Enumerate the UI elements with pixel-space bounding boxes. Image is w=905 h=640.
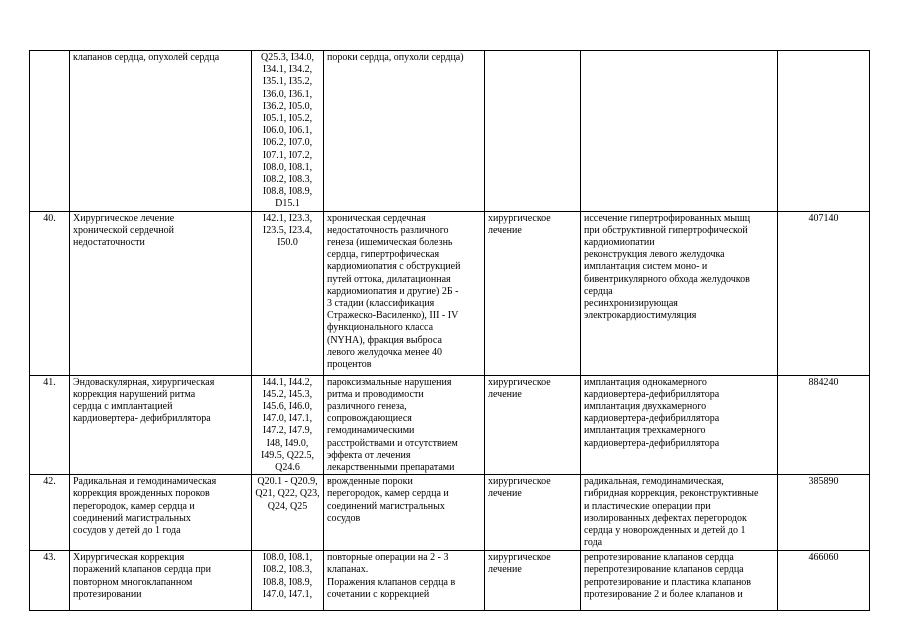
- cost-norm-cell: [778, 551, 870, 611]
- cell-line: хроническая сердечная: [327, 212, 426, 224]
- cell-line: 3 стадии (классификация: [327, 298, 435, 310]
- cell-line: лекарственными препаратами: [327, 462, 455, 474]
- icd-codes-cell: [252, 551, 324, 611]
- cell-line: имплантация систем моно- и: [584, 261, 708, 273]
- cell-line: электрокардиостимуляция: [584, 310, 697, 322]
- cell-line: протезировании: [73, 588, 142, 600]
- care-type-cell: [70, 211, 252, 375]
- cell-line: при обструктивной гипертрофической: [584, 224, 748, 236]
- patient-model-cell: [324, 375, 485, 475]
- cell-line: бивентрикулярного обхода желудочков: [584, 273, 750, 285]
- cell-line: Поражения клапанов сердца в: [327, 576, 456, 588]
- treatment-type-cell: [485, 375, 581, 475]
- cell-line: процентов: [327, 359, 372, 371]
- cell-line: I47.2, I47.9,: [262, 425, 313, 437]
- care-type-cell: [70, 551, 252, 611]
- cell-line: I08.0, I08.1,: [262, 161, 313, 173]
- patient-model-cell: [324, 475, 485, 551]
- cell-line: лечение: [488, 224, 522, 236]
- cell-line: I44.1, I44.2,: [262, 376, 313, 388]
- cell-line: I45.2, I45.3,: [262, 388, 313, 400]
- treatment-type-cell: [485, 551, 581, 611]
- cell-line: Q24.6: [275, 462, 300, 474]
- cell-line: пароксизмальные нарушения: [327, 376, 452, 388]
- row-number-cell: [30, 211, 70, 375]
- cell-line: I06.0, I06.1,: [262, 125, 313, 137]
- cell-line: различного генеза,: [327, 401, 407, 413]
- cell-line: кардиовертера- дефибриллятора: [73, 413, 211, 425]
- cell-line: I08.8, I08.9,: [262, 576, 313, 588]
- cell-line: протезирование 2 и более клапанов и: [584, 588, 743, 600]
- cell-line: I35.1, I35.2,: [262, 76, 313, 88]
- treatment-table: [29, 50, 870, 611]
- treatment-method-cell: [581, 475, 778, 551]
- cell-line: хирургическое: [488, 476, 551, 488]
- cell-line: репротезирование клапанов сердца: [584, 552, 734, 564]
- treatment-type-cell: [485, 475, 581, 551]
- cell-line: гемодинамическими: [327, 425, 415, 437]
- cell-line: реконструкция левого желудочка: [584, 249, 725, 261]
- cell-line: Хирургическое лечение: [73, 212, 175, 224]
- cell-line: лечение: [488, 388, 522, 400]
- cell-line: Q25.3, I34.0,: [260, 52, 315, 63]
- cost-norm-cell: [778, 375, 870, 475]
- care-type-cell: [70, 51, 252, 212]
- patient-model-cell: [324, 551, 485, 611]
- cell-line: Стражеско-Василенко), III - IV: [327, 310, 459, 322]
- cell-text: 41.: [43, 376, 56, 388]
- cell-text: 407140: [808, 212, 839, 224]
- cell-line: I49.5, Q22.5,: [260, 449, 315, 461]
- cell-line: недостаточности: [73, 237, 145, 249]
- cell-line: перегородок, камер сердца и: [327, 488, 449, 500]
- care-type-cell: [70, 375, 252, 475]
- cell-line: кардиомиопатии: [584, 237, 655, 249]
- cell-line: Радикальная и гемодинамическая: [73, 476, 217, 488]
- cell-line: гибридная коррекция, реконструктивные: [584, 488, 759, 500]
- cell-line: сочетании с коррекцией: [327, 588, 430, 600]
- cell-line: I08.2, I08.3,: [262, 174, 313, 186]
- treatment-type-cell: [485, 211, 581, 375]
- cell-line: соединений магистральных: [327, 500, 445, 512]
- treatment-method-cell: [581, 375, 778, 475]
- cell-line: I47.0, I47.1,: [262, 588, 313, 600]
- cell-line: изолированных дефектах перегородок: [584, 512, 747, 524]
- cell-line: сердца: [584, 285, 613, 297]
- cell-line: имплантация однокамерного: [584, 376, 707, 388]
- icd-codes-cell: [252, 211, 324, 375]
- cell-line: поражений клапанов сердца при: [73, 564, 212, 576]
- cell-line: имплантация трехкамерного: [584, 425, 706, 437]
- cell-text: 40.: [43, 212, 56, 224]
- treatment-method-cell: [581, 51, 778, 212]
- cell-line: перепротезирование клапанов сердца: [584, 564, 744, 576]
- row-number-cell: [30, 551, 70, 611]
- cell-line: Q24, Q25: [267, 500, 308, 512]
- cell-line: функционального класса: [327, 322, 434, 334]
- row-number-cell: [30, 375, 70, 475]
- icd-codes-cell: [252, 51, 324, 212]
- cell-line: I23.5, I23.4,: [262, 224, 313, 236]
- table-row: [30, 551, 870, 611]
- cell-line: кардиомиопатия и другие) 2Б -: [327, 285, 459, 297]
- cell-line: и пластические операции при: [584, 500, 711, 512]
- cost-norm-cell: [778, 211, 870, 375]
- cell-line: сердца с имплантацией: [73, 401, 173, 413]
- cell-line: пороки сердца, опухоли сердца): [327, 52, 464, 63]
- cell-line: I36.0, I36.1,: [262, 88, 313, 100]
- cell-line: I42.1, I23.3,: [262, 212, 313, 224]
- table-row: [30, 51, 870, 212]
- cell-line: лечение: [488, 564, 522, 576]
- cell-line: ресинхронизирующая: [584, 298, 678, 310]
- cost-norm-cell: [778, 51, 870, 212]
- cell-line: сопровождающиеся: [327, 413, 412, 425]
- cell-text: 466060: [808, 552, 839, 564]
- cell-line: эффекта от лечения: [327, 449, 411, 461]
- cell-line: года: [584, 537, 603, 549]
- treatment-method-cell: [581, 211, 778, 375]
- patient-model-cell: [324, 51, 485, 212]
- cell-line: I48, I49.0,: [266, 437, 309, 449]
- cell-line: кардиовертера-дефибриллятора: [584, 388, 720, 400]
- cost-norm-cell: [778, 475, 870, 551]
- cell-line: Эндоваскулярная, хирургическая: [73, 376, 215, 388]
- table-row: [30, 475, 870, 551]
- cell-line: хирургическое: [488, 212, 551, 224]
- cell-line: хирургическое: [488, 552, 551, 564]
- cell-text: 385890: [808, 476, 839, 488]
- treatment-type-cell: [485, 51, 581, 212]
- cell-line: путей оттока, дилатационная: [327, 273, 451, 285]
- cell-line: Хирургическая коррекция: [73, 552, 185, 564]
- cell-line: соединений магистральных: [73, 512, 191, 524]
- cell-line: расстройствами и отсутствием: [327, 437, 458, 449]
- cell-line: кардиомиопатия с обструкцией: [327, 261, 461, 273]
- cell-line: имплантация двухкамерного: [584, 401, 707, 413]
- icd-codes-cell: [252, 375, 324, 475]
- cell-line: кардиовертера-дефибриллятора: [584, 437, 720, 449]
- cell-line: хирургическое: [488, 376, 551, 388]
- cell-line: коррекция нарушений ритма: [73, 388, 196, 400]
- cell-line: сердца у новорожденных и детей до 1: [584, 525, 746, 537]
- treatment-method-cell: [581, 551, 778, 611]
- cell-line: I34.1, I34.2,: [262, 64, 313, 76]
- cell-line: I06.2, I07.0,: [262, 137, 313, 149]
- cell-line: хронической сердечной: [73, 224, 174, 236]
- table-body: [30, 51, 870, 611]
- cell-line: врожденные пороки: [327, 476, 413, 488]
- cell-line: повторные операции на 2 - 3: [327, 552, 449, 564]
- cell-line: Q21, Q22, Q23,: [255, 488, 320, 500]
- cell-line: коррекция врожденных пороков: [73, 488, 210, 500]
- cell-line: ритма и проводимости: [327, 388, 424, 400]
- cell-line: I45.6, I46.0,: [262, 401, 313, 413]
- cell-line: радикальная, гемодинамическая,: [584, 476, 724, 488]
- cell-line: сосудов у детей до 1 года: [73, 525, 181, 537]
- cell-line: I36.2, I05.0,: [262, 100, 313, 112]
- cell-line: генеза (ишемическая болезнь: [327, 237, 453, 249]
- cell-line: I05.1, I05.2,: [262, 113, 313, 125]
- cell-line: I08.2, I08.3,: [262, 564, 313, 576]
- table-row: [30, 211, 870, 375]
- cell-line: клапанах.: [327, 564, 369, 576]
- cell-line: кардиовертера-дефибриллятора: [584, 413, 720, 425]
- cell-line: повторном многоклапанном: [73, 576, 193, 588]
- cell-line: иссечение гипертрофированных мышц: [584, 212, 751, 224]
- cell-line: I50.0: [277, 237, 298, 249]
- row-number-cell: [30, 475, 70, 551]
- row-number-cell: [30, 51, 70, 212]
- cell-line: D15.1: [275, 198, 300, 210]
- cell-line: репротезирование и пластика клапанов: [584, 576, 752, 588]
- cell-text: 42.: [43, 476, 56, 488]
- care-type-cell: [70, 475, 252, 551]
- icd-codes-cell: [252, 475, 324, 551]
- cell-line: сердца, гипертрофическая: [327, 249, 440, 261]
- cell-text: 43.: [43, 552, 56, 564]
- cell-line: лечение: [488, 488, 522, 500]
- cell-line: левого желудочка менее 40: [327, 346, 443, 358]
- cell-line: I08.0, I08.1,: [262, 552, 313, 564]
- cell-text: 884240: [808, 376, 839, 388]
- cell-line: Q20.1 - Q20.9,: [257, 476, 318, 488]
- cell-line: I47.0, I47.1,: [262, 413, 313, 425]
- cell-line: недостаточность различного: [327, 224, 449, 236]
- cell-line: I07.1, I07.2,: [262, 149, 313, 161]
- patient-model-cell: [324, 211, 485, 375]
- cell-line: клапанов сердца, опухолей сердца: [73, 52, 220, 63]
- table-row: [30, 375, 870, 475]
- cell-line: сосудов: [327, 512, 361, 524]
- cell-line: I08.8, I08.9,: [262, 186, 313, 198]
- cell-line: перегородок, камер сердца и: [73, 500, 195, 512]
- cell-line: (NYHA), фракция выброса: [327, 334, 442, 346]
